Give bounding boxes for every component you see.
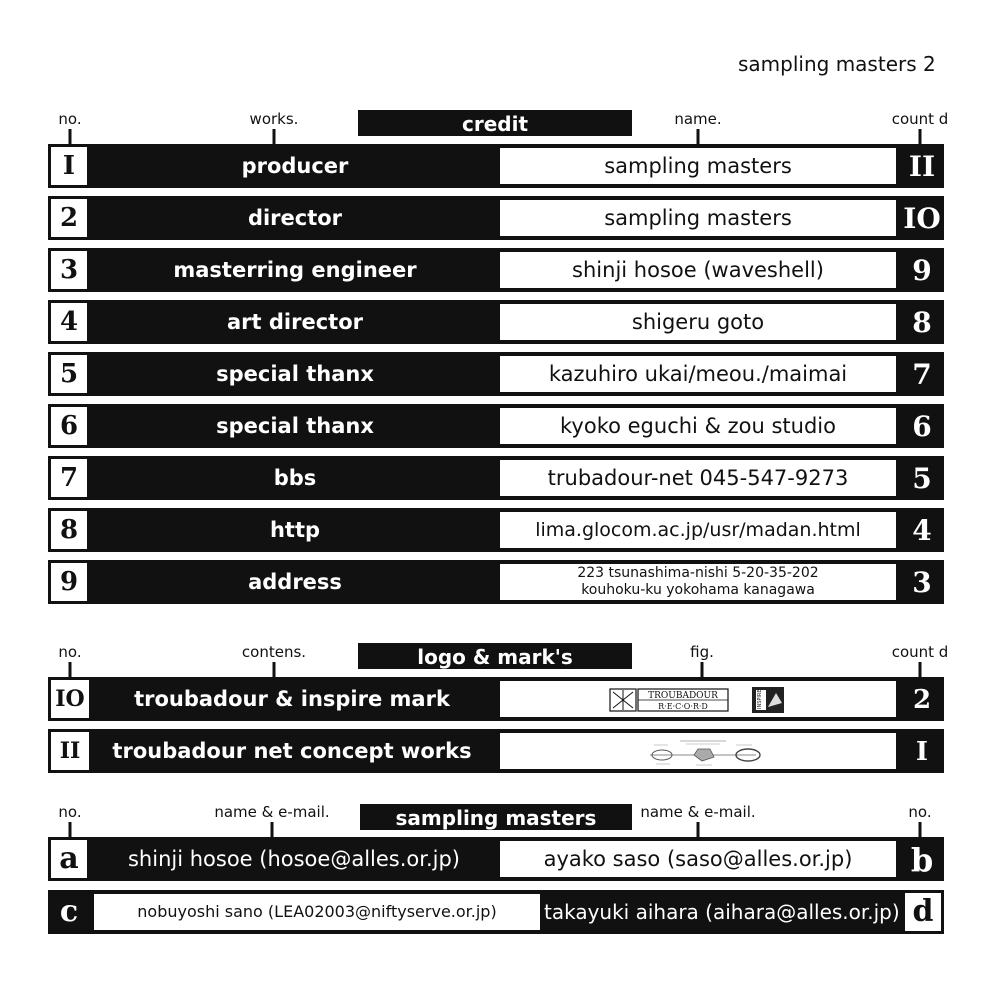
row-name: lima.glocom.ac.jp/usr/madan.html	[500, 512, 896, 548]
header-count-label: count d	[891, 643, 949, 661]
member-right-name: takayuki aihara (aihara@alles.or.jp)	[544, 900, 900, 924]
fig-text-line1: TROUBADOUR	[648, 691, 718, 701]
fig-side-text: INSPIRE	[757, 689, 763, 709]
credit-row	[48, 300, 944, 344]
row-count: 3	[912, 566, 932, 599]
address-line-2: kouhoku-ku yokohama kanagawa	[581, 582, 815, 598]
row-name: shinji hosoe (waveshell)	[500, 252, 896, 288]
row-number: 6	[51, 407, 87, 445]
credit-title-bar: credit	[358, 110, 632, 136]
row-number: 5	[51, 355, 87, 393]
row-count: 5	[912, 462, 932, 495]
row-work: producer	[241, 154, 349, 178]
row-number: 9	[51, 563, 87, 601]
header-no-label: no.	[58, 803, 82, 821]
header-works-label: works.	[249, 110, 299, 128]
row-name: sampling masters	[500, 200, 896, 236]
credit-row	[48, 144, 944, 188]
fig-text-line2: R·E·C·O·R·D	[658, 702, 708, 711]
row-number: 8	[51, 511, 87, 549]
credit-row	[48, 352, 944, 396]
row-work: http	[269, 518, 321, 542]
row-number: 3	[51, 251, 87, 289]
header-name-label: name.	[674, 110, 722, 128]
credit-row	[48, 508, 944, 552]
member-left-name: nobuyoshi sano (LEA02003@niftyserve.or.jp)	[94, 894, 540, 930]
row-count: 4	[912, 514, 932, 547]
row-number: 4	[51, 303, 87, 341]
page-title: sampling masters 2	[738, 52, 936, 76]
credit-row	[48, 456, 944, 500]
row-count: II	[908, 150, 936, 183]
credit-row	[48, 404, 944, 448]
row-name: shigeru goto	[500, 304, 896, 340]
concept-figure-box	[500, 733, 896, 769]
header-name-left-label: name & e-mail.	[214, 803, 330, 821]
header-name-right-label: name & e-mail.	[640, 803, 756, 821]
row-name: trubadour-net 045-547-9273	[500, 460, 896, 496]
member-row	[48, 837, 944, 881]
row-work: art director	[227, 310, 363, 334]
credit-row-address	[48, 560, 944, 604]
address-line-1: 223 tsunashima-nishi 5-20-35-202	[577, 565, 819, 581]
header-no-label: no.	[58, 643, 82, 661]
logo-title-bar: logo & mark's	[358, 643, 632, 669]
logo-row	[48, 729, 944, 773]
row-work: address	[248, 570, 342, 594]
row-name: kyoko eguchi & zou studio	[500, 408, 896, 444]
logo-figure-box	[500, 681, 896, 717]
credit-row	[48, 248, 944, 292]
row-number: 2	[51, 199, 87, 237]
row-count: 6	[912, 410, 932, 443]
row-count: IO	[903, 202, 941, 235]
logo-row	[48, 677, 944, 721]
row-count: 9	[912, 254, 932, 287]
member-letter-b: b	[910, 841, 934, 879]
row-work: director	[247, 206, 343, 230]
row-count: I	[915, 737, 929, 767]
address-box	[500, 564, 896, 600]
member-letter-a: a	[51, 840, 87, 878]
header-no-right-label: no.	[908, 803, 932, 821]
header-count-label: count d	[891, 110, 949, 128]
member-row	[48, 890, 944, 934]
member-letter-d: d	[905, 893, 941, 931]
concept-diagram-icon	[500, 733, 896, 769]
row-count: 2	[912, 685, 932, 715]
header-contents-label: contens.	[241, 643, 307, 661]
row-work: special thanx	[216, 414, 374, 438]
member-right-name: ayako saso (saso@alles.or.jp)	[500, 841, 896, 877]
row-number: IO	[51, 680, 89, 718]
row-content: troubadour & inspire mark	[134, 687, 450, 711]
row-name: sampling masters	[500, 148, 896, 184]
row-number: I	[51, 147, 87, 185]
row-work: bbs	[273, 466, 317, 490]
member-letter-c: c	[59, 894, 79, 929]
row-count: 7	[912, 358, 932, 391]
header-fig-label: fig.	[690, 643, 714, 661]
row-work: masterring engineer	[173, 258, 417, 282]
row-number: 7	[51, 459, 87, 497]
credit-row	[48, 196, 944, 240]
row-name: kazuhiro ukai/meou./maimai	[500, 356, 896, 392]
row-count: 8	[912, 306, 932, 339]
members-title-bar: sampling masters	[360, 804, 632, 830]
row-work: special thanx	[216, 362, 374, 386]
header-no-label: no.	[58, 110, 82, 128]
row-number: II	[51, 732, 89, 770]
member-left-name: shinji hosoe (hosoe@alles.or.jp)	[127, 847, 460, 871]
troubadour-inspire-mark-icon	[500, 681, 896, 717]
row-content: troubadour net concept works	[112, 739, 472, 763]
